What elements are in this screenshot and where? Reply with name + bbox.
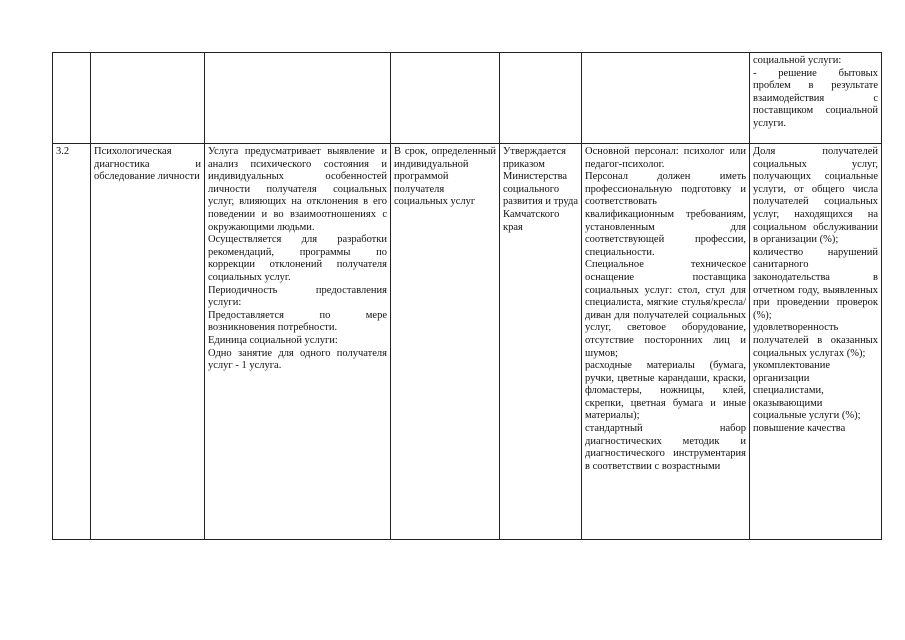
description-text: Услуга предусматривает выявление и анализ психического состояния и индивидуальных особенностей личности получателя социальных услуг, влияющих на отклонения в его поведении и во взаимоотношениях с окружающими людьми. <box>208 146 387 233</box>
service-name: Психологическая диагностика и обследование личности <box>94 146 201 183</box>
cost-cell <box>500 144 582 540</box>
service-number: 3.2 <box>56 146 70 157</box>
indicators-cell <box>750 53 882 144</box>
description-text: Одно занятие для одного получателя услуг - 1 услуга. <box>208 347 387 372</box>
description-text: Осуществляется для разработки рекомендаций, программы по коррекции отклонений получателя социальных услуг. <box>208 234 387 283</box>
indicator-text: укомплектование организации специалистами, оказывающими социальные услуги (%); <box>753 360 861 422</box>
conditions-text: расходные материалы (бумага, ручки, цветные карандаши, краски, фломастеры, ножницы, клей, скрепки, цветная бумага и иные материалы); <box>585 360 746 422</box>
service-cost: Утверждается приказом Министерства социального развития и труда Камчатского края <box>503 146 578 233</box>
name-cell <box>91 144 205 540</box>
description-cell <box>205 144 391 540</box>
conditions-cell <box>582 53 750 144</box>
cost-cell <box>500 53 582 144</box>
conditions-cell <box>582 144 750 540</box>
number-cell <box>53 144 91 540</box>
table-row <box>53 53 882 144</box>
name-cell <box>91 53 205 144</box>
number-cell <box>53 53 91 144</box>
term-cell <box>391 144 500 540</box>
description-text: Периодичность предоставления услуги: <box>208 284 387 309</box>
indicators-cell <box>750 144 882 540</box>
description-text: Единица социальной услуги: <box>208 334 338 346</box>
conditions-text: Основной персонал: психолог или педагог-психолог. <box>585 146 746 170</box>
services-table <box>52 52 882 540</box>
description-cell <box>205 53 391 144</box>
conditions-text: Персонал должен иметь профессиональную подготовку и соответствовать квалификационным требованиям, установленным для соответствующей профессии, специальности. <box>585 171 746 258</box>
term-cell <box>391 53 500 144</box>
conditions-text: стандартный набор диагностических методик и диагностического инструментария в соответствии с возрастными <box>585 423 746 472</box>
indicator-text: Доля получателей социальных услуг, получающих социальные услуги, от общего числа получателей социальных услуг, находящихся на социальном обслуживании в организации (%); <box>753 146 878 246</box>
indicator-text: - решение бытовых проблем в результате взаимодействия с поставщиком социальной услуги. <box>753 67 878 129</box>
table-row <box>53 144 882 540</box>
description-text: Предоставляется по мере возникновения потребности. <box>208 309 387 334</box>
service-term: В срок, определенный индивидуальной программой получателя социальных услуг <box>394 146 496 208</box>
indicator-text: повышение качества <box>753 423 846 435</box>
conditions-text: Специальное техническое оснащение поставщика социальных услуг: стол, стул для специалиста, мягкие стулья/кресла/диван для получателей социальных услуг, световое оборудование, отсутствие посторонних лиц и шумов; <box>585 259 746 359</box>
indicator-text: количество нарушений санитарного законодательства в отчетном году, выявленных при проведении проверок (%); <box>753 246 878 321</box>
indicator-text: удовлетворенность получателей в оказанных социальных услугах (%); <box>753 322 878 359</box>
indicator-text: социальной услуги: <box>753 55 842 66</box>
